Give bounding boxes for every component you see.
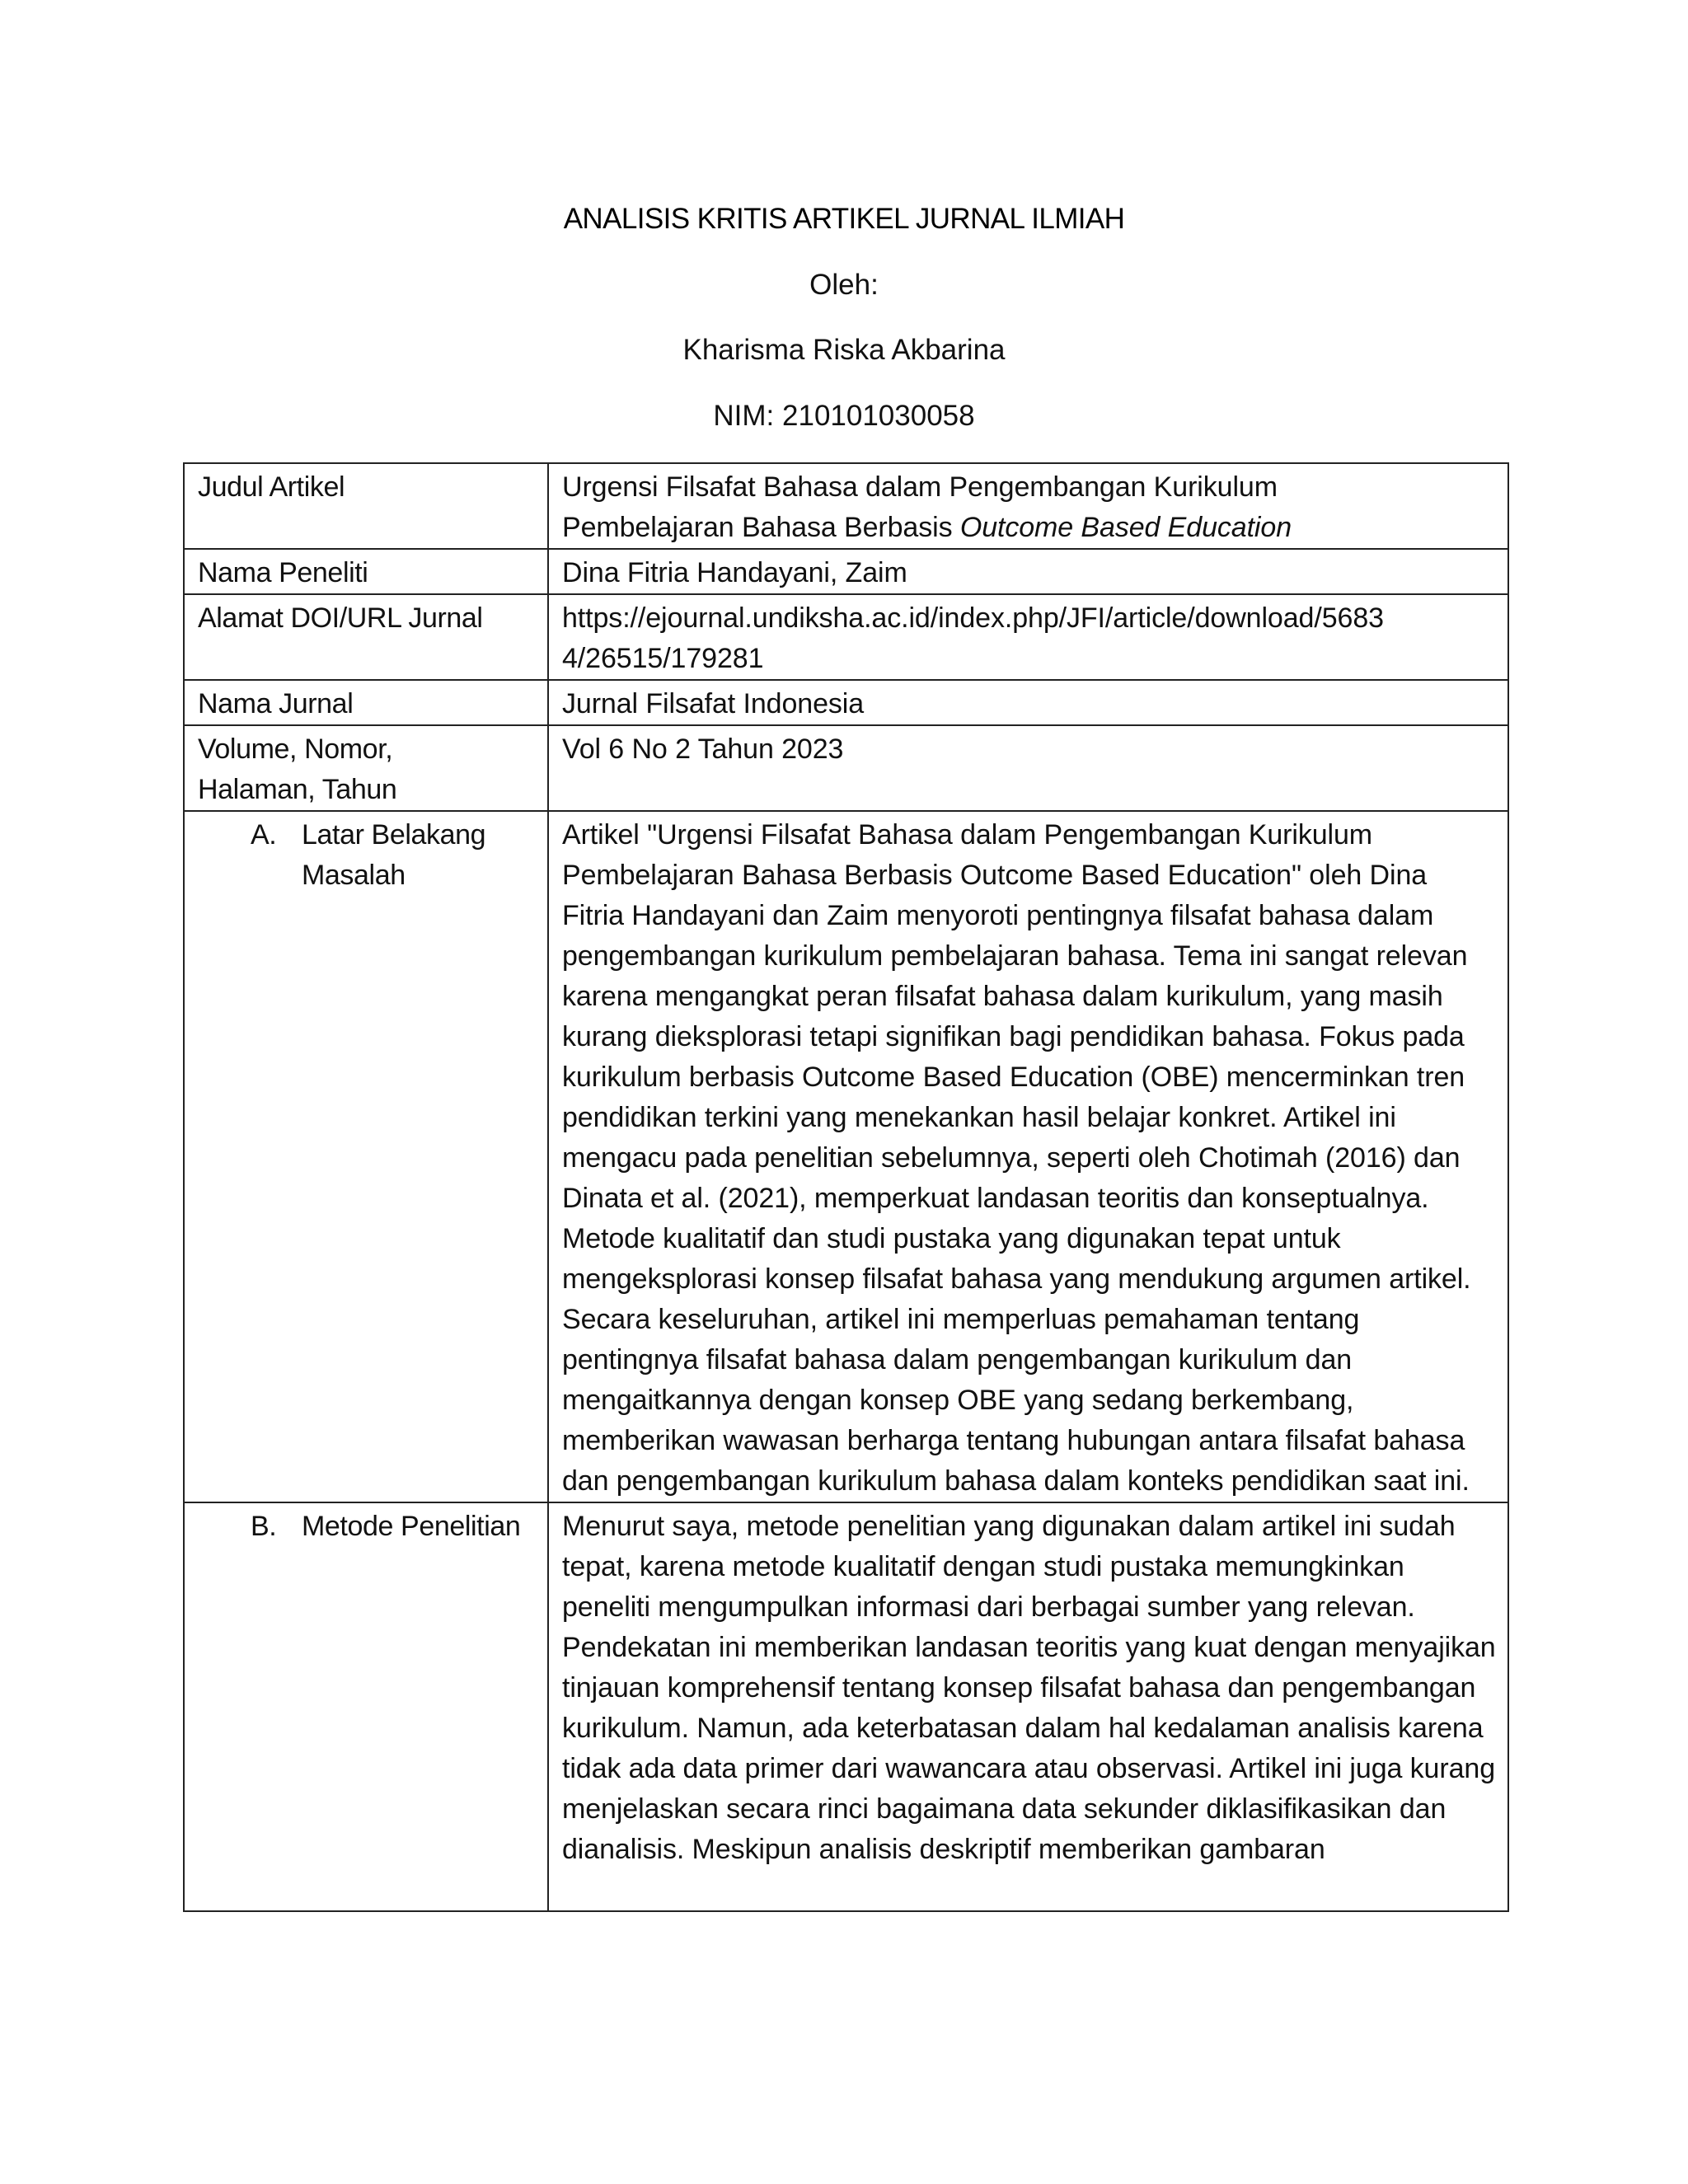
table-row-jurnal — [184, 680, 1508, 725]
section-a-label: Latar Belakang Masalah — [302, 819, 486, 891]
volume-label — [184, 725, 548, 811]
document-title: ANALISIS KRITIS ARTIKEL JURNAL ILMIAH — [563, 203, 1125, 235]
section-b-letter: B. — [251, 1511, 277, 1542]
jurnal-value: Jurnal Filsafat Indonesia — [548, 680, 1508, 725]
table-row-section-b — [184, 1502, 1508, 1911]
judul-value — [548, 463, 1508, 549]
table-row-section-a — [184, 811, 1508, 1502]
section-a-label-cell — [184, 811, 548, 1502]
volume-label-line-1: Volume, Nomor, — [198, 733, 393, 765]
jurnal-label: Nama Jurnal — [184, 680, 548, 725]
section-b-heading — [198, 1507, 536, 1547]
author-name: Kharisma Riska Akbarina — [682, 334, 1006, 366]
by-label: Oleh: — [809, 269, 879, 301]
judul-value-italic: Outcome Based Education — [959, 512, 1292, 543]
section-b-text: Menurut saya, metode penelitian yang digunakan dalam artikel ini sudah tepat, karena metode kualitatif dengan studi pustaka memungkinkan peneliti mengumpulkan informasi dari berbagai sumber yang relevan. Pendekatan ini memberikan landasan teoritis yang kuat dengan menyajikan tinjauan komprehensif tentang konsep filsafat bahasa dan pengembangan kurikulum. Namun, ada keterbatasan dalam hal kedalaman analisis karena tidak ada data primer dari wawancara atau observasi. Artikel ini juga kurang menjelaskan secara rinci bagaimana data sekunder diklasifikasikan dan dianalisis. Meskipun analisis deskriptif memberikan gambaran — [562, 1511, 1496, 1865]
doi-label: Alamat DOI/URL Jurnal — [184, 594, 548, 680]
section-b-text-cell — [548, 1502, 1508, 1911]
doi-value — [548, 594, 1508, 680]
judul-value-line-1: Urgensi Filsafat Bahasa dalam Pengembangan Kurikulum — [562, 471, 1278, 503]
section-a-text: Artikel "Urgensi Filsafat Bahasa dalam Pengembangan Kurikulum Pembelajaran Bahasa Berbasis Outcome Based Education" oleh Dina Fitria Handayani dan Zaim menyoroti pentingnya filsafat bahasa dalam pengembangan kurikulum pembelajaran bahasa. Tema ini sangat relevan karena mengangkat peran filsafat bahasa dalam kurikulum, yang masih kurang dieksplorasi tetapi signifikan bagi pendidikan bahasa. Fokus pada kurikulum berbasis Outcome Based Education (OBE) mencerminkan tren pendidikan terkini yang menekankan hasil belajar konkret. Artikel ini mengacu pada penelitian sebelumnya, seperti oleh Chotimah (2016) dan Dinata et al. (2021), memperkuat landasan teoritis dan konseptualnya. Metode kualitatif dan studi pustaka yang digunakan tepat untuk mengeksplorasi konsep filsafat bahasa yang mendukung argumen artikel. Secara keseluruhan, artikel ini memperluas pemahaman tentang pentingnya filsafat bahasa dalam pengembangan kurikulum dan mengaitkannya dengan konsep OBE yang sedang berkembang, memberikan wawasan berharga tentang hubungan antara filsafat bahasa dan pengembangan kurikulum bahasa dalam konteks pendidikan saat ini. — [548, 811, 1508, 1502]
doi-value-line-2: 4/26515/179281 — [562, 643, 764, 674]
section-a-letter: A. — [251, 819, 277, 851]
judul-value-line-2 — [562, 508, 1496, 548]
peneliti-label: Nama Peneliti — [184, 549, 548, 594]
judul-label: Judul Artikel — [184, 463, 548, 549]
table-row-peneliti — [184, 549, 1508, 594]
section-a-heading — [198, 815, 536, 896]
volume-label-line-2: Halaman, Tahun — [198, 774, 397, 805]
peneliti-value: Dina Fitria Handayani, Zaim — [548, 549, 1508, 594]
table-row-doi — [184, 594, 1508, 680]
judul-value-plain: Pembelajaran Bahasa Berbasis — [562, 512, 960, 543]
table-row-volume — [184, 725, 1508, 811]
table-row-judul — [184, 463, 1508, 549]
doi-value-line-1: https://ejournal.undiksha.ac.id/index.php/JFI/article/download/5683 — [562, 602, 1384, 634]
volume-value: Vol 6 No 2 Tahun 2023 — [548, 725, 1508, 811]
section-b-label: Metode Penelitian — [302, 1511, 521, 1542]
analysis-table — [183, 462, 1509, 1912]
section-b-label-cell — [184, 1502, 548, 1911]
student-id: NIM: 210101030058 — [713, 400, 975, 432]
